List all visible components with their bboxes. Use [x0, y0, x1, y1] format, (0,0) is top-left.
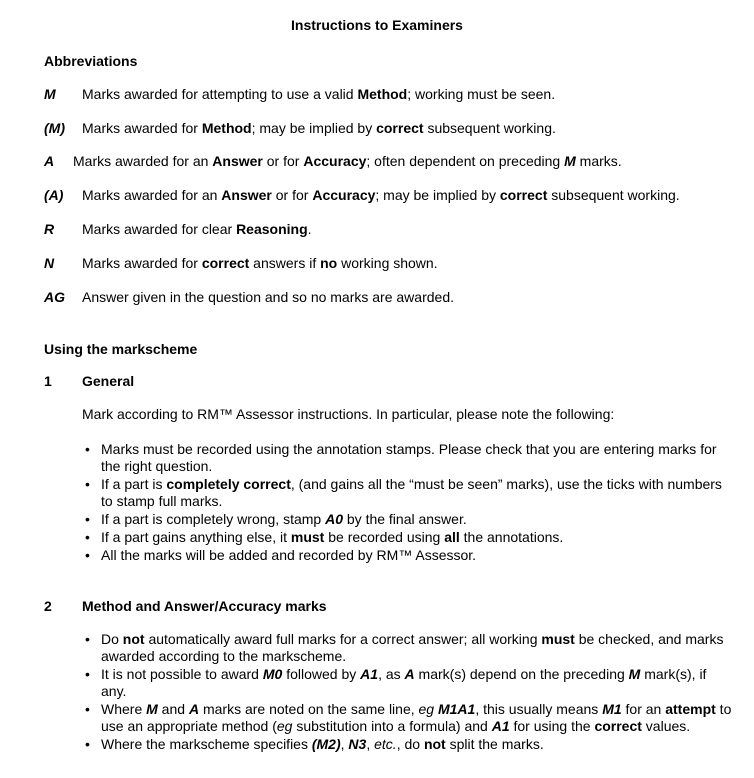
bullet-icon: •	[85, 441, 90, 457]
bullet-text: All the marks will be added and recorded by RM™ Assessor.	[101, 547, 477, 563]
abbreviation-code: (M)	[44, 120, 65, 136]
bullet-text: Where the markscheme specifies (M2), N3, etc., do not split the marks.	[101, 736, 544, 752]
abbreviation-code: AG	[44, 289, 65, 305]
bullet-item	[82, 511, 732, 528]
bullet-item	[82, 529, 732, 546]
abbreviation-description: Marks awarded for an Answer or for Accuracy; may be implied by correct subsequent working.	[82, 187, 680, 203]
abbreviation-description: Answer given in the question and so no marks are awarded.	[82, 289, 454, 305]
bullet-text: It is not possible to award M0 followed by A1, as A mark(s) depend on the preceding M mark(s), if any.	[101, 666, 707, 699]
bullet-icon: •	[85, 631, 90, 647]
section-2-title: Method and Answer/Accuracy marks	[82, 598, 327, 614]
bullet-item	[82, 701, 732, 735]
bullet-icon: •	[85, 666, 90, 682]
bullet-item	[82, 736, 732, 753]
abbreviation-description: Marks awarded for correct answers if no working shown.	[82, 255, 438, 271]
bullet-text: If a part gains anything else, it must be recorded using all the annotations.	[101, 529, 564, 545]
page-title: Instructions to Examiners	[291, 17, 463, 33]
abbreviation-code: A	[44, 153, 55, 169]
bullet-icon: •	[85, 511, 90, 527]
abbreviation-description: Marks awarded for attempting to use a valid Method; working must be seen.	[82, 86, 556, 102]
bullet-item	[82, 441, 732, 475]
section-1-intro: Mark according to RM™ Assessor instructions. In particular, please note the following:	[82, 406, 615, 422]
bullet-text: Where M and A marks are noted on the same line, eg M1A1, this usually means M1 for an attempt to use an appropriate method (eg substitution into a formula) and A1 for using the correct values.	[101, 701, 732, 734]
abbreviation-code: R	[44, 221, 55, 237]
abbreviation-description: Marks awarded for an Answer or for Accuracy; often dependent on preceding M marks.	[73, 153, 622, 169]
bullet-text: Do not automatically award full marks for a correct answer; all working must be checked, and marks awarded according to the markscheme.	[101, 631, 724, 664]
abbreviation-description: Marks awarded for clear Reasoning.	[82, 221, 312, 237]
bullet-icon: •	[85, 529, 90, 545]
bullet-item	[82, 666, 732, 700]
abbreviation-code: N	[44, 255, 55, 271]
bullet-item	[82, 476, 732, 510]
abbreviations-heading: Abbreviations	[44, 53, 138, 69]
bullet-icon: •	[85, 547, 90, 563]
abbreviation-code: (A)	[44, 187, 64, 203]
using-markscheme-heading: Using the markscheme	[44, 341, 198, 357]
bullet-icon: •	[85, 736, 90, 752]
bullet-item	[82, 631, 732, 665]
abbreviation-code: M	[44, 86, 56, 102]
bullet-text: If a part is completely wrong, stamp A0 by the final answer.	[101, 511, 467, 527]
bullet-icon: •	[85, 701, 90, 717]
bullet-text: If a part is completely correct, (and gains all the “must be seen” marks), use the ticks with numbers to stamp full marks.	[101, 476, 722, 509]
bullet-icon: •	[85, 476, 90, 492]
section-2-bullets	[82, 631, 732, 754]
bullet-text: Marks must be recorded using the annotation stamps. Please check that you are entering marks for the right question.	[101, 441, 717, 474]
section-2-number: 2	[44, 598, 52, 614]
section-1-title: General	[82, 373, 135, 389]
abbreviation-description: Marks awarded for Method; may be implied by correct subsequent working.	[82, 120, 556, 136]
section-1-bullets	[82, 441, 732, 565]
section-1-number: 1	[44, 373, 52, 389]
bullet-item	[82, 547, 732, 564]
